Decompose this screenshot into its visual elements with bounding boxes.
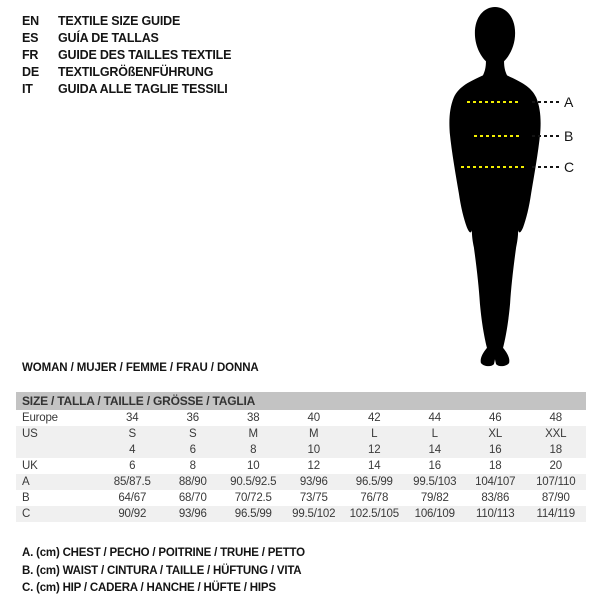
size-cell: 114/119 [526, 506, 587, 522]
measure-label-c: C [564, 159, 575, 175]
size-cell: 87/90 [541, 492, 570, 504]
size-cell: 46 [489, 412, 502, 424]
chest-measure-line [467, 101, 521, 103]
size-cell: XL [465, 426, 526, 442]
size-cell: 18 [526, 442, 587, 458]
size-cell: 96.5/99 [344, 474, 405, 490]
language-code: DE [22, 65, 39, 79]
size-cell: 90.5/92.5 [223, 474, 284, 490]
language-code: ES [22, 31, 39, 45]
size-cell: 76/78 [360, 492, 389, 504]
size-cell: 18 [489, 460, 502, 472]
language-row [22, 81, 231, 98]
size-cell: 88/90 [163, 474, 224, 490]
measurement-legend [22, 545, 305, 598]
language-title: TEXTILGRÖßENFÜHRUNG [58, 65, 214, 79]
size-cell: 48 [549, 412, 562, 424]
size-cell: 96.5/99 [223, 506, 284, 522]
table-row [16, 474, 586, 490]
row-label: B [22, 492, 30, 504]
size-cell: 10 [284, 442, 345, 458]
language-row [22, 64, 231, 81]
size-cell: 64/67 [118, 492, 147, 504]
row-label: C [16, 506, 102, 522]
size-cell: 104/107 [465, 474, 526, 490]
chest-pointer-line [532, 101, 559, 103]
size-cell: 93/96 [284, 474, 345, 490]
size-cell: 99.5/103 [405, 474, 466, 490]
measure-label-b: B [564, 128, 574, 144]
language-title-block [22, 13, 231, 98]
language-title: GUÍA DE TALLAS [58, 31, 159, 45]
table-row [16, 410, 586, 426]
size-cell: S [163, 426, 224, 442]
size-cell: M [284, 426, 345, 442]
size-cell: 70/72.5 [234, 492, 272, 504]
hip-pointer-line [532, 166, 559, 168]
language-title: GUIDE DES TAILLES TEXTILE [58, 48, 232, 62]
table-row [16, 442, 586, 458]
size-cell: 79/82 [420, 492, 449, 504]
row-label: A [16, 474, 102, 490]
size-cell: 38 [247, 412, 260, 424]
size-cell: 93/96 [163, 506, 224, 522]
size-cell: 102.5/105 [344, 506, 405, 522]
size-cell: 107/110 [526, 474, 587, 490]
size-cell: 16 [428, 460, 441, 472]
row-label: UK [22, 460, 38, 472]
language-title: TEXTILE SIZE GUIDE [58, 14, 181, 28]
size-cell: L [344, 426, 405, 442]
size-cell: 42 [368, 412, 381, 424]
size-cell: 68/70 [178, 492, 207, 504]
size-cell: 110/113 [465, 506, 526, 522]
language-code: IT [22, 82, 33, 96]
table-row [16, 458, 586, 474]
table-row [16, 506, 586, 522]
row-label [16, 442, 102, 458]
size-table [16, 392, 586, 522]
size-cell: 99.5/102 [284, 506, 345, 522]
waist-measure-line [474, 135, 519, 137]
language-code: EN [22, 14, 39, 28]
size-cell: 16 [465, 442, 526, 458]
size-cell: 10 [247, 460, 260, 472]
size-cell: 8 [189, 460, 196, 472]
size-cell: 83/86 [481, 492, 510, 504]
size-cell: M [223, 426, 284, 442]
table-row [16, 490, 586, 506]
language-title: GUIDA ALLE TAGLIE TESSILI [58, 82, 228, 96]
size-table-header-row [16, 392, 586, 410]
legend-line: C. (cm) HIP / CADERA / HANCHE / HÜFTE / HIPS [22, 582, 276, 594]
size-cell: 14 [405, 442, 466, 458]
size-cell: 90/92 [102, 506, 163, 522]
size-cell: 34 [126, 412, 139, 424]
table-row [16, 426, 586, 442]
section-title-woman: WOMAN / MUJER / FEMME / FRAU / DONNA [22, 362, 259, 374]
measure-label-a: A [564, 94, 574, 110]
waist-pointer-line [532, 135, 559, 137]
figure-area [438, 6, 598, 370]
language-row [22, 13, 231, 30]
size-cell: 73/75 [299, 492, 328, 504]
language-code: FR [22, 48, 39, 62]
row-label: US [16, 426, 102, 442]
size-cell: 14 [368, 460, 381, 472]
size-cell: 44 [428, 412, 441, 424]
size-table-header: SIZE / TALLA / TAILLE / GRÖSSE / TAGLIA [16, 392, 586, 410]
size-cell: 12 [307, 460, 320, 472]
language-row [22, 47, 231, 64]
legend-line: A. (cm) CHEST / PECHO / POITRINE / TRUHE / PETTO [22, 547, 305, 559]
size-cell: 20 [549, 460, 562, 472]
size-cell: 85/87.5 [102, 474, 163, 490]
size-cell: L [405, 426, 466, 442]
size-cell: S [102, 426, 163, 442]
size-cell: 36 [186, 412, 199, 424]
legend-line: B. (cm) WAIST / CINTURA / TAILLE / HÜFTUNG / VITA [22, 564, 302, 577]
row-label: Europe [22, 412, 58, 424]
size-cell: 40 [307, 412, 320, 424]
size-cell: 8 [223, 442, 284, 458]
size-cell: 106/109 [405, 506, 466, 522]
language-row [22, 30, 231, 47]
size-cell: 12 [344, 442, 405, 458]
hip-measure-line [461, 166, 524, 168]
size-cell: XXL [526, 426, 587, 442]
size-cell: 6 [129, 460, 136, 472]
size-cell: 6 [163, 442, 224, 458]
woman-silhouette-icon [438, 6, 552, 368]
size-cell: 4 [102, 442, 163, 458]
